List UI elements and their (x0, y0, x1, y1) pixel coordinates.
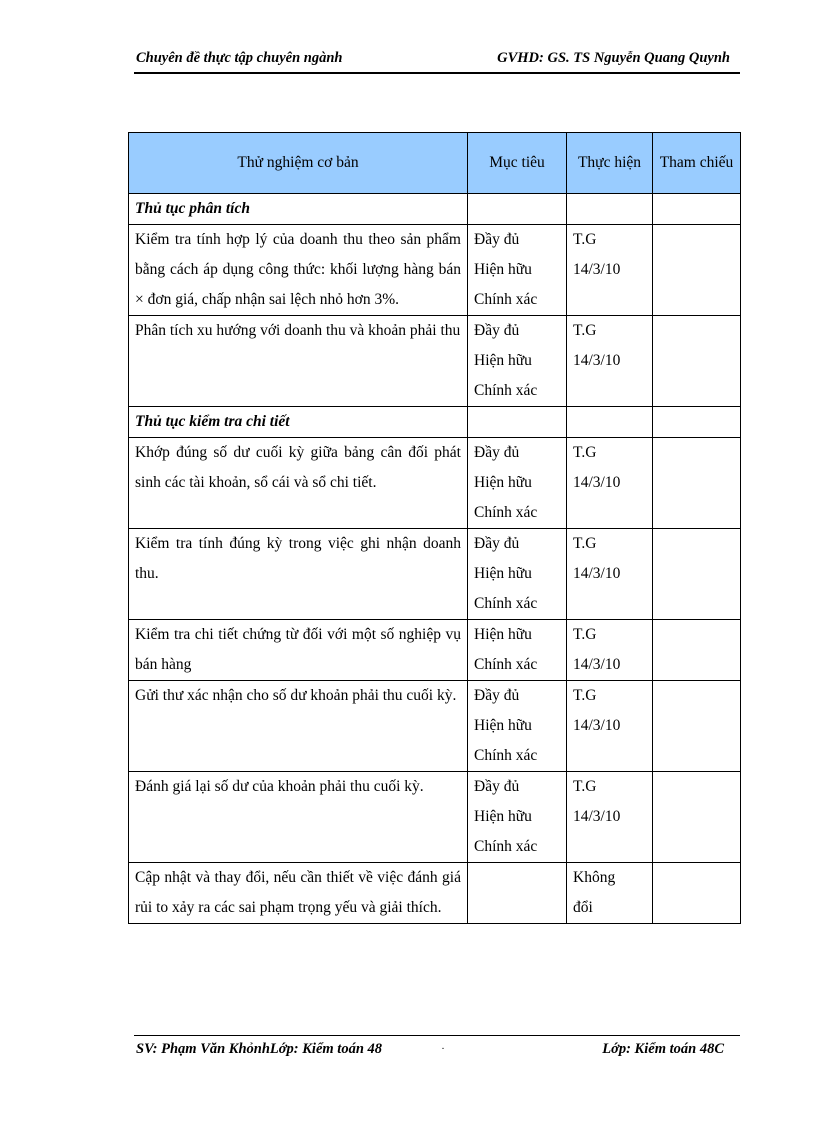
done-date: 14/3/10 (573, 717, 621, 734)
objectives-cell (468, 438, 567, 529)
objectives-cell (468, 316, 567, 407)
section-title: Thủ tục kiểm tra chi tiết (129, 407, 468, 438)
objective-item: Chính xác (474, 747, 538, 764)
empty-cell (653, 407, 741, 438)
objectives-cell (468, 620, 567, 681)
empty-cell (468, 194, 567, 225)
objectives-cell (468, 529, 567, 620)
header-rule (134, 72, 740, 74)
table-header-row (129, 133, 741, 194)
test-description: Kiểm tra chi tiết chứng từ đối với một số nghiệp vụ bán hàng (129, 620, 468, 681)
objective-item: Đầy đủ (474, 687, 520, 704)
objective-item: Chính xác (474, 504, 538, 521)
objectives-cell (468, 772, 567, 863)
objective-item: Hiện hữu (474, 352, 532, 369)
table-row (129, 681, 741, 772)
done-by: T.G (573, 535, 597, 552)
done-date: 14/3/10 (573, 808, 621, 825)
column-header-test: Thử nghiệm cơ bản (129, 133, 468, 194)
table-row (129, 225, 741, 316)
objective-item: Hiện hữu (474, 626, 532, 643)
page-footer (134, 1041, 738, 1063)
reference-cell (653, 620, 741, 681)
test-description: Khớp đúng số dư cuối kỳ giữa bảng cân đối phát sinh các tài khoản, sổ cái và sổ chi tiết. (129, 438, 468, 529)
header-right-text: GVHD: GS. TS Nguyễn Quang Quynh (497, 50, 730, 66)
empty-cell (468, 407, 567, 438)
objective-item: Chính xác (474, 382, 538, 399)
done-by: T.G (573, 444, 597, 461)
done-cell (567, 225, 653, 316)
done-by: Không (573, 869, 616, 886)
objective-item: Hiện hữu (474, 565, 532, 582)
objective-item: Chính xác (474, 595, 538, 612)
done-by: T.G (573, 778, 597, 795)
done-by: T.G (573, 231, 597, 248)
objective-item: Đầy đủ (474, 322, 520, 339)
table-row (129, 620, 741, 681)
done-date: 14/3/10 (573, 352, 621, 369)
table-row (129, 529, 741, 620)
test-description: Cập nhật và thay đổi, nếu cần thiết về việc đánh giá rủi to xảy ra các sai phạm trọng yếu và giải thích. (129, 863, 468, 924)
reference-cell (653, 225, 741, 316)
footer-right-text: Lớp: Kiểm toán 48C (602, 1041, 724, 1057)
objectives-cell (468, 863, 567, 924)
objective-item: Chính xác (474, 291, 538, 308)
done-date: 14/3/10 (573, 656, 621, 673)
objective-item: Hiện hữu (474, 261, 532, 278)
done-date: 14/3/10 (573, 261, 621, 278)
objective-item: Chính xác (474, 656, 538, 673)
done-cell (567, 681, 653, 772)
objective-item: Đầy đủ (474, 535, 520, 552)
section-title: Thủ tục phân tích (129, 194, 468, 225)
done-cell (567, 863, 653, 924)
test-description: Phân tích xu hướng với doanh thu và khoản phải thu (129, 316, 468, 407)
objective-item: Chính xác (474, 838, 538, 855)
empty-cell (567, 194, 653, 225)
done-by: T.G (573, 322, 597, 339)
done-date: 14/3/10 (573, 474, 621, 491)
test-description: Đánh giá lại số dư của khoản phải thu cuối kỳ. (129, 772, 468, 863)
table-row (129, 863, 741, 924)
done-cell (567, 438, 653, 529)
table-body (129, 194, 741, 924)
table-row (129, 772, 741, 863)
objective-item: Đầy đủ (474, 444, 520, 461)
page-header (134, 50, 738, 72)
done-by: T.G (573, 687, 597, 704)
test-description: Gửi thư xác nhận cho số dư khoản phải thu cuối kỳ. (129, 681, 468, 772)
reference-cell (653, 438, 741, 529)
objectives-cell (468, 225, 567, 316)
section-row (129, 407, 741, 438)
footer-dot: . (442, 1041, 445, 1052)
done-cell (567, 772, 653, 863)
footer-left-text: SV: Phạm Văn KhỏnhLớp: Kiểm toán 48 (136, 1041, 383, 1057)
objective-item: Hiện hữu (474, 808, 532, 825)
objective-item: Hiện hữu (474, 474, 532, 491)
test-description: Kiểm tra tính đúng kỳ trong việc ghi nhận doanh thu. (129, 529, 468, 620)
done-cell (567, 529, 653, 620)
reference-cell (653, 772, 741, 863)
column-header-reference: Tham chiếu (653, 133, 741, 194)
done-date: đổi (573, 899, 593, 916)
objectives-cell (468, 681, 567, 772)
reference-cell (653, 529, 741, 620)
column-header-done: Thực hiện (567, 133, 653, 194)
objective-item: Đầy đủ (474, 778, 520, 795)
test-description: Kiểm tra tính hợp lý của doanh thu theo sản phẩm bằng cách áp dụng công thức: khối lượng hàng bán × đơn giá, chấp nhận sai lệch nhỏ hơn 3%. (129, 225, 468, 316)
done-cell (567, 316, 653, 407)
table-row (129, 438, 741, 529)
done-cell (567, 620, 653, 681)
column-header-objective: Mục tiêu (468, 133, 567, 194)
header-left-text: Chuyên đề thực tập chuyên ngành (136, 50, 343, 66)
footer-rule (134, 1035, 740, 1036)
reference-cell (653, 681, 741, 772)
objective-item: Đầy đủ (474, 231, 520, 248)
empty-cell (567, 407, 653, 438)
objective-item: Hiện hữu (474, 717, 532, 734)
table-row (129, 316, 741, 407)
done-by: T.G (573, 626, 597, 643)
reference-cell (653, 316, 741, 407)
reference-cell (653, 863, 741, 924)
audit-procedures-table (128, 132, 741, 924)
empty-cell (653, 194, 741, 225)
done-date: 14/3/10 (573, 565, 621, 582)
section-row (129, 194, 741, 225)
